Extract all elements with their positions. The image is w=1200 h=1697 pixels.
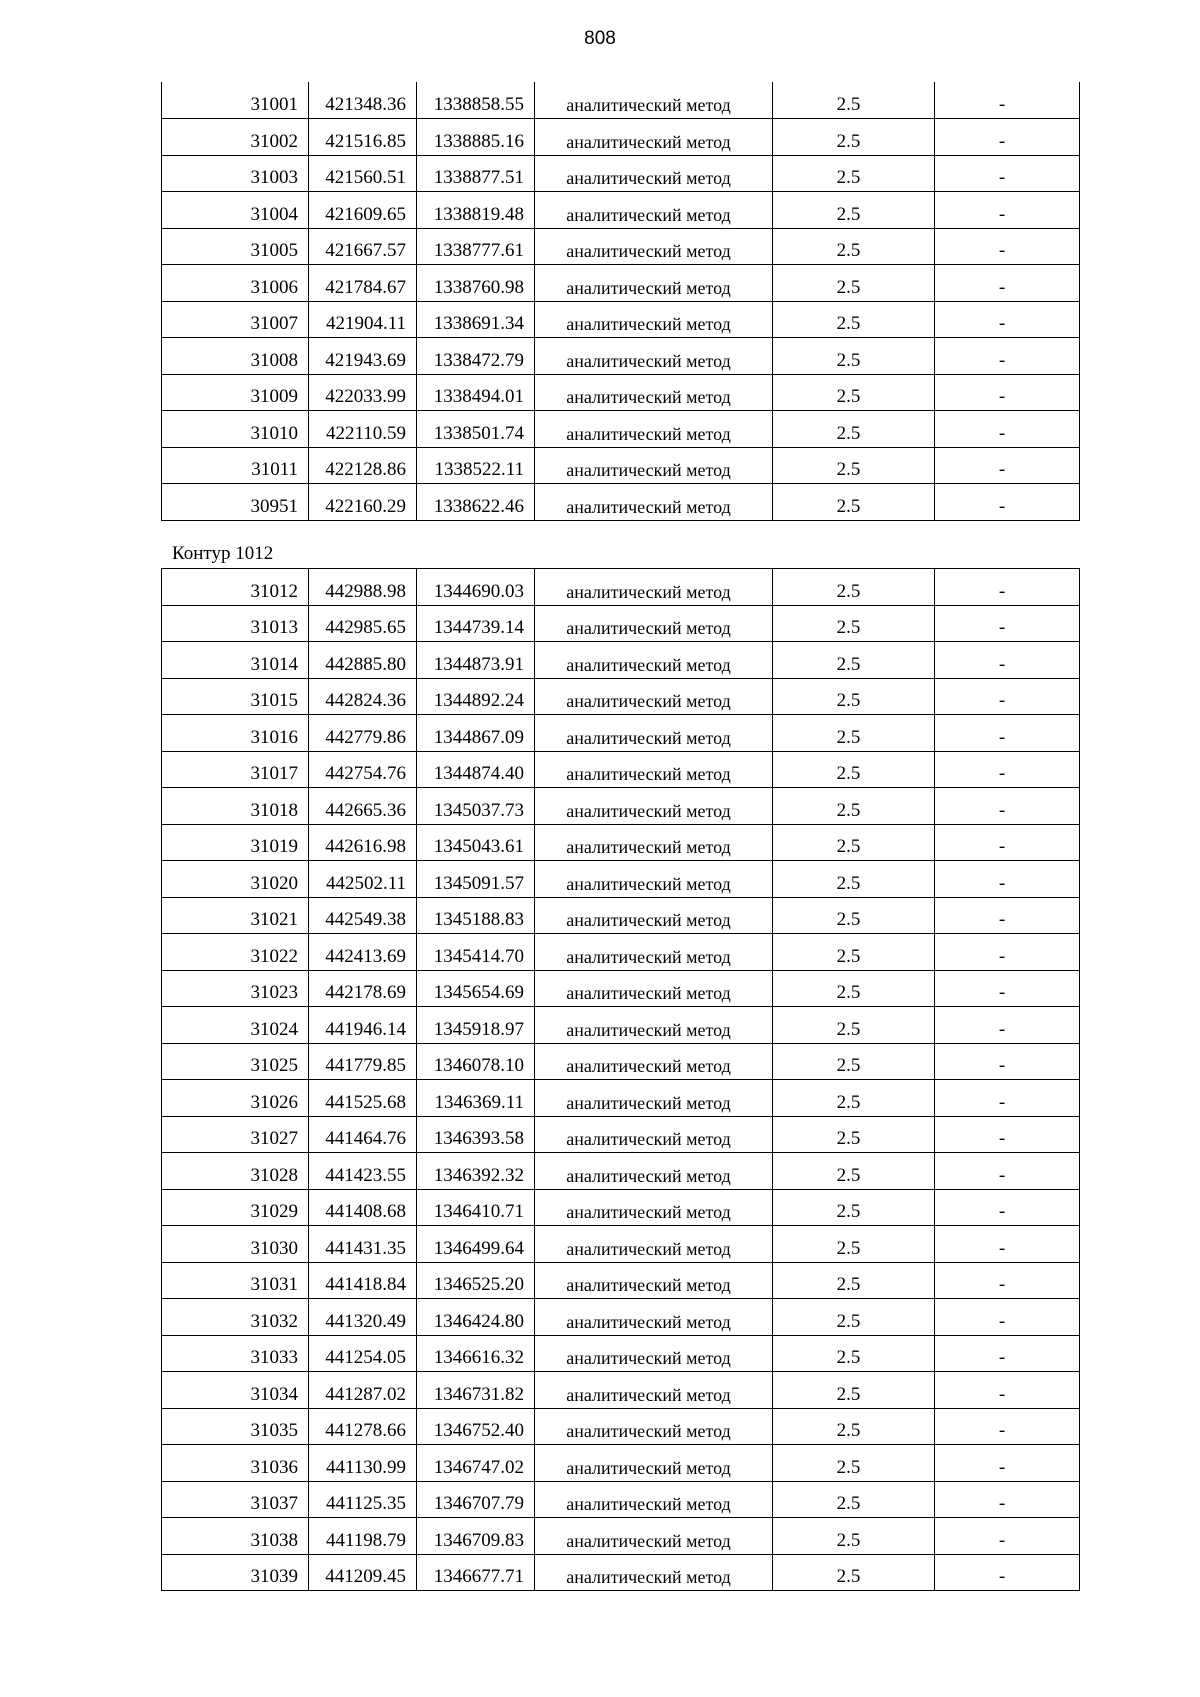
- y-coordinate-cell: 1346752.40: [417, 1408, 535, 1445]
- accuracy-cell: 2.5: [773, 1481, 935, 1518]
- y-coordinate-cell: 1338885.16: [417, 119, 535, 156]
- method-cell: аналитический метод: [535, 1408, 773, 1445]
- x-coordinate-cell: 442178.69: [309, 970, 417, 1007]
- note-cell: -: [935, 678, 1080, 715]
- y-coordinate-cell: 1338622.46: [417, 484, 535, 521]
- accuracy-cell: 2.5: [773, 155, 935, 192]
- y-coordinate-cell: 1344873.91: [417, 642, 535, 679]
- x-coordinate-cell: 421667.57: [309, 228, 417, 265]
- method-cell: аналитический метод: [535, 119, 773, 156]
- note-cell: -: [935, 897, 1080, 934]
- note-cell: -: [935, 82, 1080, 119]
- method-cell: аналитический метод: [535, 970, 773, 1007]
- accuracy-cell: 2.5: [773, 1116, 935, 1153]
- x-coordinate-cell: 442549.38: [309, 897, 417, 934]
- method-cell: аналитический метод: [535, 1153, 773, 1190]
- method-cell: аналитический метод: [535, 411, 773, 448]
- y-coordinate-cell: 1338877.51: [417, 155, 535, 192]
- accuracy-cell: 2.5: [773, 824, 935, 861]
- note-cell: -: [935, 1080, 1080, 1117]
- note-cell: -: [935, 1408, 1080, 1445]
- table-row: [162, 1372, 1080, 1409]
- point-number-cell: 31014: [162, 642, 309, 679]
- table-row: [162, 934, 1080, 971]
- table-row: [162, 1226, 1080, 1263]
- method-cell: аналитический метод: [535, 484, 773, 521]
- accuracy-cell: 2.5: [773, 1335, 935, 1372]
- point-number-cell: 30951: [162, 484, 309, 521]
- note-cell: -: [935, 338, 1080, 375]
- coordinates-table-contour-1012: [161, 568, 1080, 1591]
- y-coordinate-cell: 1346369.11: [417, 1080, 535, 1117]
- table-row: [162, 1445, 1080, 1482]
- note-cell: -: [935, 155, 1080, 192]
- method-cell: аналитический метод: [535, 897, 773, 934]
- x-coordinate-cell: 441125.35: [309, 1481, 417, 1518]
- method-cell: аналитический метод: [535, 1299, 773, 1336]
- x-coordinate-cell: 421943.69: [309, 338, 417, 375]
- accuracy-cell: 2.5: [773, 1153, 935, 1190]
- accuracy-cell: 2.5: [773, 1226, 935, 1263]
- table-row: [162, 1080, 1080, 1117]
- method-cell: аналитический метод: [535, 1481, 773, 1518]
- y-coordinate-cell: 1338858.55: [417, 82, 535, 119]
- x-coordinate-cell: 442885.80: [309, 642, 417, 679]
- point-number-cell: 31031: [162, 1262, 309, 1299]
- point-number-cell: 31034: [162, 1372, 309, 1409]
- table-row: [162, 1481, 1080, 1518]
- y-coordinate-cell: 1338494.01: [417, 374, 535, 411]
- x-coordinate-cell: 441209.45: [309, 1554, 417, 1591]
- note-cell: -: [935, 411, 1080, 448]
- accuracy-cell: 2.5: [773, 642, 935, 679]
- x-coordinate-cell: 442754.76: [309, 751, 417, 788]
- table-row: [162, 411, 1080, 448]
- y-coordinate-cell: 1346410.71: [417, 1189, 535, 1226]
- table-row: [162, 1043, 1080, 1080]
- x-coordinate-cell: 441278.66: [309, 1408, 417, 1445]
- method-cell: аналитический метод: [535, 338, 773, 375]
- table-row: [162, 1262, 1080, 1299]
- y-coordinate-cell: 1346677.71: [417, 1554, 535, 1591]
- x-coordinate-cell: 441130.99: [309, 1445, 417, 1482]
- method-cell: аналитический метод: [535, 934, 773, 971]
- method-cell: аналитический метод: [535, 715, 773, 752]
- accuracy-cell: 2.5: [773, 1518, 935, 1555]
- accuracy-cell: 2.5: [773, 788, 935, 825]
- coordinates-table-continued: [161, 82, 1080, 521]
- table-row: [162, 751, 1080, 788]
- table-row: [162, 82, 1080, 119]
- method-cell: аналитический метод: [535, 374, 773, 411]
- table-row: [162, 678, 1080, 715]
- point-number-cell: 31028: [162, 1153, 309, 1190]
- accuracy-cell: 2.5: [773, 1043, 935, 1080]
- y-coordinate-cell: 1338760.98: [417, 265, 535, 302]
- point-number-cell: 31038: [162, 1518, 309, 1555]
- table-row: [162, 897, 1080, 934]
- note-cell: -: [935, 824, 1080, 861]
- note-cell: -: [935, 1518, 1080, 1555]
- table-row: [162, 970, 1080, 1007]
- contour-heading: Контур 1012: [172, 543, 274, 564]
- method-cell: аналитический метод: [535, 301, 773, 338]
- x-coordinate-cell: 441408.68: [309, 1189, 417, 1226]
- y-coordinate-cell: 1346707.79: [417, 1481, 535, 1518]
- point-number-cell: 31010: [162, 411, 309, 448]
- accuracy-cell: 2.5: [773, 374, 935, 411]
- x-coordinate-cell: 442616.98: [309, 824, 417, 861]
- point-number-cell: 31039: [162, 1554, 309, 1591]
- accuracy-cell: 2.5: [773, 715, 935, 752]
- table-row: [162, 715, 1080, 752]
- x-coordinate-cell: 441464.76: [309, 1116, 417, 1153]
- x-coordinate-cell: 441946.14: [309, 1007, 417, 1044]
- method-cell: аналитический метод: [535, 1335, 773, 1372]
- x-coordinate-cell: 422128.86: [309, 447, 417, 484]
- note-cell: -: [935, 374, 1080, 411]
- note-cell: -: [935, 970, 1080, 1007]
- point-number-cell: 31015: [162, 678, 309, 715]
- note-cell: -: [935, 1445, 1080, 1482]
- table-row: [162, 155, 1080, 192]
- point-number-cell: 31006: [162, 265, 309, 302]
- note-cell: -: [935, 1554, 1080, 1591]
- point-number-cell: 31001: [162, 82, 309, 119]
- point-number-cell: 31002: [162, 119, 309, 156]
- y-coordinate-cell: 1338501.74: [417, 411, 535, 448]
- accuracy-cell: 2.5: [773, 447, 935, 484]
- x-coordinate-cell: 441423.55: [309, 1153, 417, 1190]
- point-number-cell: 31005: [162, 228, 309, 265]
- table-row: [162, 642, 1080, 679]
- accuracy-cell: 2.5: [773, 228, 935, 265]
- y-coordinate-cell: 1346424.80: [417, 1299, 535, 1336]
- table-row: [162, 1408, 1080, 1445]
- y-coordinate-cell: 1345188.83: [417, 897, 535, 934]
- point-number-cell: 31023: [162, 970, 309, 1007]
- table-row: [162, 228, 1080, 265]
- table-row: [162, 1554, 1080, 1591]
- point-number-cell: 31012: [162, 569, 309, 606]
- x-coordinate-cell: 421609.65: [309, 192, 417, 229]
- y-coordinate-cell: 1346499.64: [417, 1226, 535, 1263]
- accuracy-cell: 2.5: [773, 569, 935, 606]
- point-number-cell: 31030: [162, 1226, 309, 1263]
- point-number-cell: 31037: [162, 1481, 309, 1518]
- table-row: [162, 265, 1080, 302]
- x-coordinate-cell: 422033.99: [309, 374, 417, 411]
- y-coordinate-cell: 1345091.57: [417, 861, 535, 898]
- x-coordinate-cell: 441198.79: [309, 1518, 417, 1555]
- note-cell: -: [935, 751, 1080, 788]
- table-row: [162, 447, 1080, 484]
- y-coordinate-cell: 1346525.20: [417, 1262, 535, 1299]
- method-cell: аналитический метод: [535, 447, 773, 484]
- method-cell: аналитический метод: [535, 1518, 773, 1555]
- x-coordinate-cell: 442665.36: [309, 788, 417, 825]
- method-cell: аналитический метод: [535, 1080, 773, 1117]
- accuracy-cell: 2.5: [773, 1554, 935, 1591]
- note-cell: -: [935, 1043, 1080, 1080]
- x-coordinate-cell: 442502.11: [309, 861, 417, 898]
- y-coordinate-cell: 1344690.03: [417, 569, 535, 606]
- method-cell: аналитический метод: [535, 788, 773, 825]
- method-cell: аналитический метод: [535, 642, 773, 679]
- y-coordinate-cell: 1346078.10: [417, 1043, 535, 1080]
- method-cell: аналитический метод: [535, 605, 773, 642]
- point-number-cell: 31035: [162, 1408, 309, 1445]
- y-coordinate-cell: 1345043.61: [417, 824, 535, 861]
- x-coordinate-cell: 441254.05: [309, 1335, 417, 1372]
- table-row: [162, 824, 1080, 861]
- accuracy-cell: 2.5: [773, 1007, 935, 1044]
- accuracy-cell: 2.5: [773, 82, 935, 119]
- point-number-cell: 31025: [162, 1043, 309, 1080]
- point-number-cell: 31007: [162, 301, 309, 338]
- y-coordinate-cell: 1344867.09: [417, 715, 535, 752]
- table-row: [162, 119, 1080, 156]
- note-cell: -: [935, 1335, 1080, 1372]
- method-cell: аналитический метод: [535, 1445, 773, 1482]
- method-cell: аналитический метод: [535, 228, 773, 265]
- accuracy-cell: 2.5: [773, 1372, 935, 1409]
- note-cell: -: [935, 301, 1080, 338]
- x-coordinate-cell: 421348.36: [309, 82, 417, 119]
- accuracy-cell: 2.5: [773, 338, 935, 375]
- table-row: [162, 605, 1080, 642]
- y-coordinate-cell: 1346392.32: [417, 1153, 535, 1190]
- x-coordinate-cell: 442413.69: [309, 934, 417, 971]
- note-cell: -: [935, 1007, 1080, 1044]
- y-coordinate-cell: 1346747.02: [417, 1445, 535, 1482]
- note-cell: -: [935, 1226, 1080, 1263]
- point-number-cell: 31020: [162, 861, 309, 898]
- note-cell: -: [935, 1189, 1080, 1226]
- point-number-cell: 31022: [162, 934, 309, 971]
- y-coordinate-cell: 1345918.97: [417, 1007, 535, 1044]
- x-coordinate-cell: 441431.35: [309, 1226, 417, 1263]
- table-row: [162, 1518, 1080, 1555]
- method-cell: аналитический метод: [535, 1007, 773, 1044]
- y-coordinate-cell: 1344874.40: [417, 751, 535, 788]
- table-row: [162, 861, 1080, 898]
- method-cell: аналитический метод: [535, 192, 773, 229]
- y-coordinate-cell: 1344892.24: [417, 678, 535, 715]
- x-coordinate-cell: 442779.86: [309, 715, 417, 752]
- point-number-cell: 31019: [162, 824, 309, 861]
- point-number-cell: 31029: [162, 1189, 309, 1226]
- y-coordinate-cell: 1346393.58: [417, 1116, 535, 1153]
- note-cell: -: [935, 934, 1080, 971]
- accuracy-cell: 2.5: [773, 411, 935, 448]
- note-cell: -: [935, 788, 1080, 825]
- accuracy-cell: 2.5: [773, 1080, 935, 1117]
- note-cell: -: [935, 1481, 1080, 1518]
- table-row: [162, 484, 1080, 521]
- y-coordinate-cell: 1338522.11: [417, 447, 535, 484]
- x-coordinate-cell: 421516.85: [309, 119, 417, 156]
- table-row: [162, 788, 1080, 825]
- y-coordinate-cell: 1345037.73: [417, 788, 535, 825]
- note-cell: -: [935, 119, 1080, 156]
- y-coordinate-cell: 1338472.79: [417, 338, 535, 375]
- x-coordinate-cell: 442824.36: [309, 678, 417, 715]
- method-cell: аналитический метод: [535, 1226, 773, 1263]
- y-coordinate-cell: 1345654.69: [417, 970, 535, 1007]
- x-coordinate-cell: 442985.65: [309, 605, 417, 642]
- table-row: [162, 338, 1080, 375]
- note-cell: -: [935, 715, 1080, 752]
- note-cell: -: [935, 642, 1080, 679]
- y-coordinate-cell: 1344739.14: [417, 605, 535, 642]
- point-number-cell: 31008: [162, 338, 309, 375]
- x-coordinate-cell: 421560.51: [309, 155, 417, 192]
- point-number-cell: 31032: [162, 1299, 309, 1336]
- method-cell: аналитический метод: [535, 155, 773, 192]
- x-coordinate-cell: 441320.49: [309, 1299, 417, 1336]
- point-number-cell: 31021: [162, 897, 309, 934]
- note-cell: -: [935, 192, 1080, 229]
- point-number-cell: 31017: [162, 751, 309, 788]
- point-number-cell: 31016: [162, 715, 309, 752]
- accuracy-cell: 2.5: [773, 192, 935, 229]
- note-cell: -: [935, 605, 1080, 642]
- note-cell: -: [935, 447, 1080, 484]
- point-number-cell: 31011: [162, 447, 309, 484]
- method-cell: аналитический метод: [535, 1262, 773, 1299]
- accuracy-cell: 2.5: [773, 301, 935, 338]
- accuracy-cell: 2.5: [773, 897, 935, 934]
- point-number-cell: 31004: [162, 192, 309, 229]
- table-row: [162, 1007, 1080, 1044]
- method-cell: аналитический метод: [535, 1189, 773, 1226]
- accuracy-cell: 2.5: [773, 119, 935, 156]
- y-coordinate-cell: 1338777.61: [417, 228, 535, 265]
- note-cell: -: [935, 265, 1080, 302]
- method-cell: аналитический метод: [535, 678, 773, 715]
- table-row: [162, 301, 1080, 338]
- accuracy-cell: 2.5: [773, 1445, 935, 1482]
- table-row: [162, 374, 1080, 411]
- accuracy-cell: 2.5: [773, 1408, 935, 1445]
- note-cell: -: [935, 861, 1080, 898]
- method-cell: аналитический метод: [535, 265, 773, 302]
- accuracy-cell: 2.5: [773, 1299, 935, 1336]
- method-cell: аналитический метод: [535, 824, 773, 861]
- y-coordinate-cell: 1346731.82: [417, 1372, 535, 1409]
- accuracy-cell: 2.5: [773, 934, 935, 971]
- note-cell: -: [935, 1262, 1080, 1299]
- x-coordinate-cell: 441779.85: [309, 1043, 417, 1080]
- table-row: [162, 192, 1080, 229]
- y-coordinate-cell: 1345414.70: [417, 934, 535, 971]
- accuracy-cell: 2.5: [773, 484, 935, 521]
- y-coordinate-cell: 1338691.34: [417, 301, 535, 338]
- table-row: [162, 569, 1080, 606]
- point-number-cell: 31018: [162, 788, 309, 825]
- x-coordinate-cell: 421784.67: [309, 265, 417, 302]
- accuracy-cell: 2.5: [773, 970, 935, 1007]
- x-coordinate-cell: 441525.68: [309, 1080, 417, 1117]
- point-number-cell: 31036: [162, 1445, 309, 1482]
- x-coordinate-cell: 441418.84: [309, 1262, 417, 1299]
- y-coordinate-cell: 1346709.83: [417, 1518, 535, 1555]
- point-number-cell: 31026: [162, 1080, 309, 1117]
- method-cell: аналитический метод: [535, 1116, 773, 1153]
- table-row: [162, 1189, 1080, 1226]
- method-cell: аналитический метод: [535, 1043, 773, 1080]
- method-cell: аналитический метод: [535, 82, 773, 119]
- x-coordinate-cell: 441287.02: [309, 1372, 417, 1409]
- point-number-cell: 31009: [162, 374, 309, 411]
- point-number-cell: 31027: [162, 1116, 309, 1153]
- table-row: [162, 1153, 1080, 1190]
- x-coordinate-cell: 442988.98: [309, 569, 417, 606]
- table-row: [162, 1335, 1080, 1372]
- point-number-cell: 31003: [162, 155, 309, 192]
- page-number: 808: [584, 28, 616, 49]
- point-number-cell: 31013: [162, 605, 309, 642]
- note-cell: -: [935, 569, 1080, 606]
- x-coordinate-cell: 422160.29: [309, 484, 417, 521]
- note-cell: -: [935, 1116, 1080, 1153]
- table-row: [162, 1116, 1080, 1153]
- accuracy-cell: 2.5: [773, 1189, 935, 1226]
- note-cell: -: [935, 484, 1080, 521]
- note-cell: -: [935, 1299, 1080, 1336]
- x-coordinate-cell: 421904.11: [309, 301, 417, 338]
- x-coordinate-cell: 422110.59: [309, 411, 417, 448]
- method-cell: аналитический метод: [535, 1372, 773, 1409]
- point-number-cell: 31033: [162, 1335, 309, 1372]
- accuracy-cell: 2.5: [773, 751, 935, 788]
- note-cell: -: [935, 228, 1080, 265]
- method-cell: аналитический метод: [535, 1554, 773, 1591]
- method-cell: аналитический метод: [535, 751, 773, 788]
- table-row: [162, 1299, 1080, 1336]
- method-cell: аналитический метод: [535, 569, 773, 606]
- accuracy-cell: 2.5: [773, 605, 935, 642]
- accuracy-cell: 2.5: [773, 678, 935, 715]
- note-cell: -: [935, 1372, 1080, 1409]
- y-coordinate-cell: 1338819.48: [417, 192, 535, 229]
- method-cell: аналитический метод: [535, 861, 773, 898]
- accuracy-cell: 2.5: [773, 861, 935, 898]
- accuracy-cell: 2.5: [773, 1262, 935, 1299]
- note-cell: -: [935, 1153, 1080, 1190]
- point-number-cell: 31024: [162, 1007, 309, 1044]
- y-coordinate-cell: 1346616.32: [417, 1335, 535, 1372]
- accuracy-cell: 2.5: [773, 265, 935, 302]
